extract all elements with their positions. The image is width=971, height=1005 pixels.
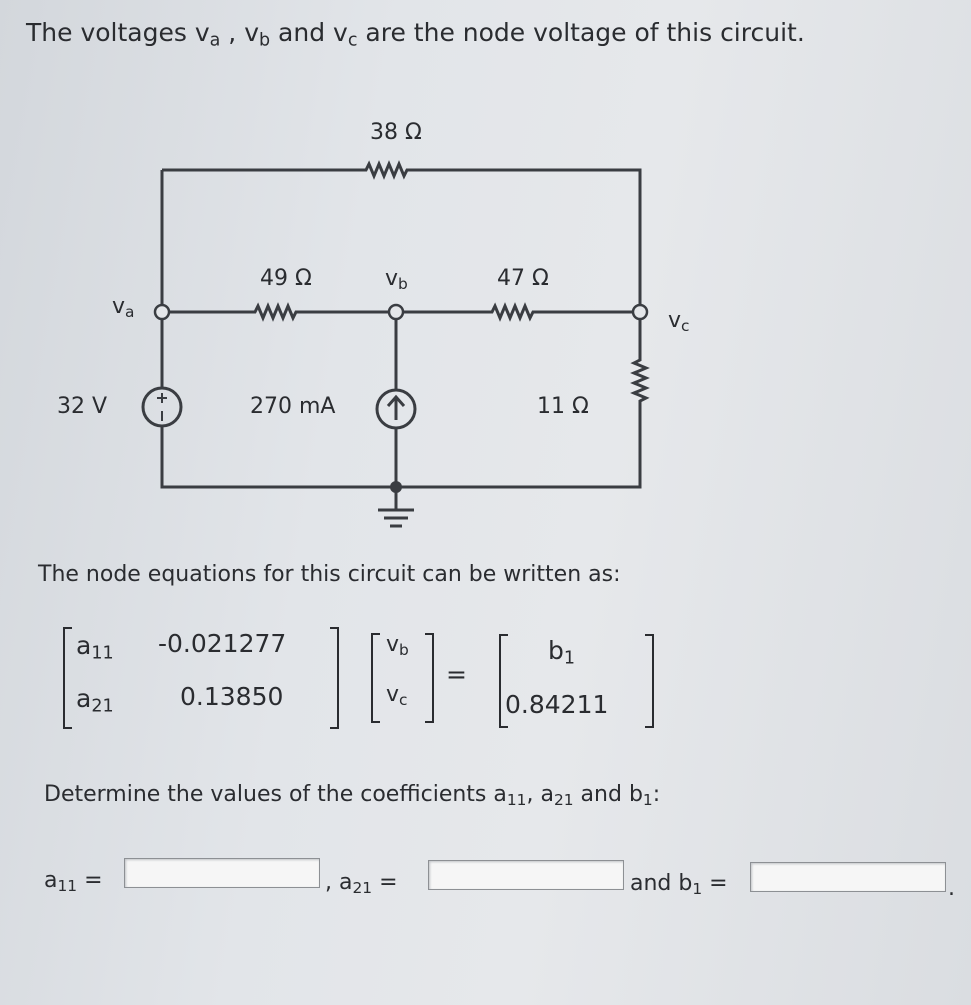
matrix-m22: 0.13850 bbox=[180, 682, 284, 711]
node-b-label: $v_b$ bbox=[385, 266, 408, 293]
resistor-11-label: 11 Ω bbox=[537, 394, 589, 419]
node-a-label: $v_a$ bbox=[112, 294, 135, 321]
resistor-47-label: 47 Ω bbox=[497, 266, 549, 291]
resistor-49-label: 49 Ω bbox=[260, 266, 312, 291]
current-source-label: 270 mA bbox=[250, 394, 336, 419]
trailing-period: . bbox=[948, 876, 955, 901]
intro-text: are the node voltage of this circuit. bbox=[357, 18, 805, 47]
resistor-38-label: 38 Ω bbox=[370, 120, 422, 145]
b1-input[interactable] bbox=[750, 862, 946, 892]
a21-input[interactable] bbox=[428, 860, 624, 890]
a21-answer-label: , $a_{21}$ = bbox=[325, 870, 398, 897]
determine-text: Determine the values of the coefficients $a_{11}$, $a_{21}$ and $b_1$: bbox=[44, 782, 661, 809]
node-equations-text: The node equations for this circuit can be written as: bbox=[38, 562, 621, 587]
matrix-a11: $a_{11}$ bbox=[76, 631, 114, 664]
matrix-a21: $a_{21}$ bbox=[76, 684, 114, 717]
intro-sub-a: a bbox=[209, 30, 221, 51]
equals-sign: = bbox=[446, 660, 467, 689]
a11-input[interactable] bbox=[124, 858, 320, 888]
intro-text: The voltages v bbox=[26, 18, 210, 47]
b1-answer-label: and $b_1$ = bbox=[630, 871, 728, 898]
intro-text: and v bbox=[270, 18, 348, 47]
vector-b1: $b_1$ bbox=[548, 636, 576, 669]
intro-sub-c: c bbox=[347, 30, 358, 51]
matrix-m12: -0.021277 bbox=[158, 629, 287, 658]
intro-sub-b: b bbox=[259, 30, 271, 51]
node-c-label: $v_c$ bbox=[668, 308, 690, 335]
a11-answer-label: $a_{11}$ = bbox=[44, 868, 103, 895]
intro-text: , v bbox=[220, 18, 259, 47]
vector-vb: $v_b$ bbox=[386, 632, 409, 659]
vector-vc: $v_c$ bbox=[386, 682, 408, 709]
voltage-source-label: 32 V bbox=[57, 394, 108, 419]
vector-rhs2: 0.84211 bbox=[505, 690, 609, 719]
